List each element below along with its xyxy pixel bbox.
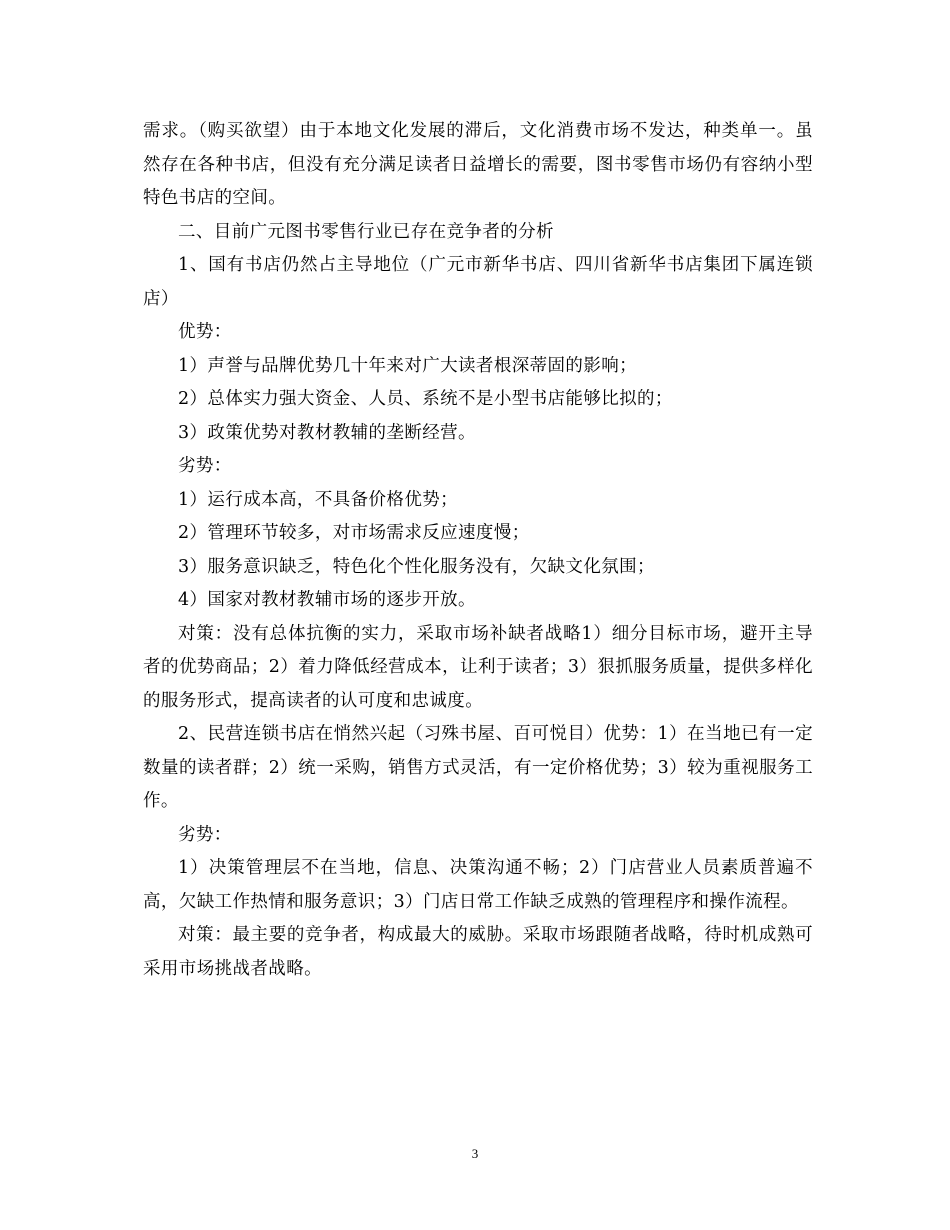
document-body bbox=[143, 115, 813, 986]
list-item-advantage-2: 2）总体实力强大资金、人员、系统不是小型书店能够比拟的； bbox=[178, 389, 673, 409]
paragraph-intro-continued: 需求。（购买欲望）由于本地文化发展的滞后，文化消费市场不发达，种类单一。虽然存在各种书店，但没有充分满足读者日益增长的需要，图书零售市场仍有容纳小型特色书店的空间。 bbox=[143, 121, 813, 208]
paragraph-disadvantages-2: 1）决策管理层不在当地，信息、决策沟通不畅；2）门店营业人员素质普遍不高，欠缺工作热情和服务意识；3）门店日常工作缺乏成熟的管理程序和操作流程。 bbox=[143, 858, 813, 912]
label-advantages: 优势： bbox=[178, 322, 232, 342]
list-item-disadvantage-4: 4）国家对教材教辅市场的逐步开放。 bbox=[178, 590, 476, 610]
section-heading-competitors: 二、目前广元图书零售行业已存在竞争者的分析 bbox=[178, 221, 554, 242]
list-item-advantage-3: 3）政策优势对教材教辅的垄断经营。 bbox=[178, 422, 476, 443]
subheading-state-bookstores: 1、国有书店仍然占主导地位（广元市新华书店、四川省新华书店集团下属连锁店） bbox=[143, 255, 813, 309]
label-disadvantages: 劣势： bbox=[178, 456, 232, 476]
label-disadvantages-2: 劣势： bbox=[178, 824, 232, 845]
list-item-advantage-1: 1）声誉与品牌优势几十年来对广大读者根深蒂固的影响； bbox=[178, 355, 638, 376]
paragraph-strategy-2: 对策：最主要的竞争者，构成最大的威胁。采取市场跟随者战略，待时机成熟可采用市场挑战者战略。 bbox=[143, 925, 813, 979]
paragraph-private-chains: 2、民营连锁书店在悄然兴起（习殊书屋、百可悦目）优势：1）在当地已有一定数量的读者群；2）统一采购，销售方式灵活，有一定价格优势；3）较为重视服务工作。 bbox=[143, 724, 813, 811]
paragraph-strategy-1: 对策：没有总体抗衡的实力，采取市场补缺者战略1）细分目标市场，避开主导者的优势商品；2）着力降低经营成本，让利于读者；3）狠抓服务质量，提供多样化的服务形式，提高读者的认可度和忠诚度。 bbox=[143, 623, 813, 711]
page-number: 3 bbox=[471, 1146, 479, 1161]
list-item-disadvantage-3: 3）服务意识缺乏，特色化个性化服务没有，欠缺文化氛围； bbox=[178, 556, 655, 577]
list-item-disadvantage-1: 1）运行成本高，不具备价格优势； bbox=[178, 489, 459, 510]
list-item-disadvantage-2: 2）管理环节较多，对市场需求反应速度慢； bbox=[178, 523, 530, 543]
